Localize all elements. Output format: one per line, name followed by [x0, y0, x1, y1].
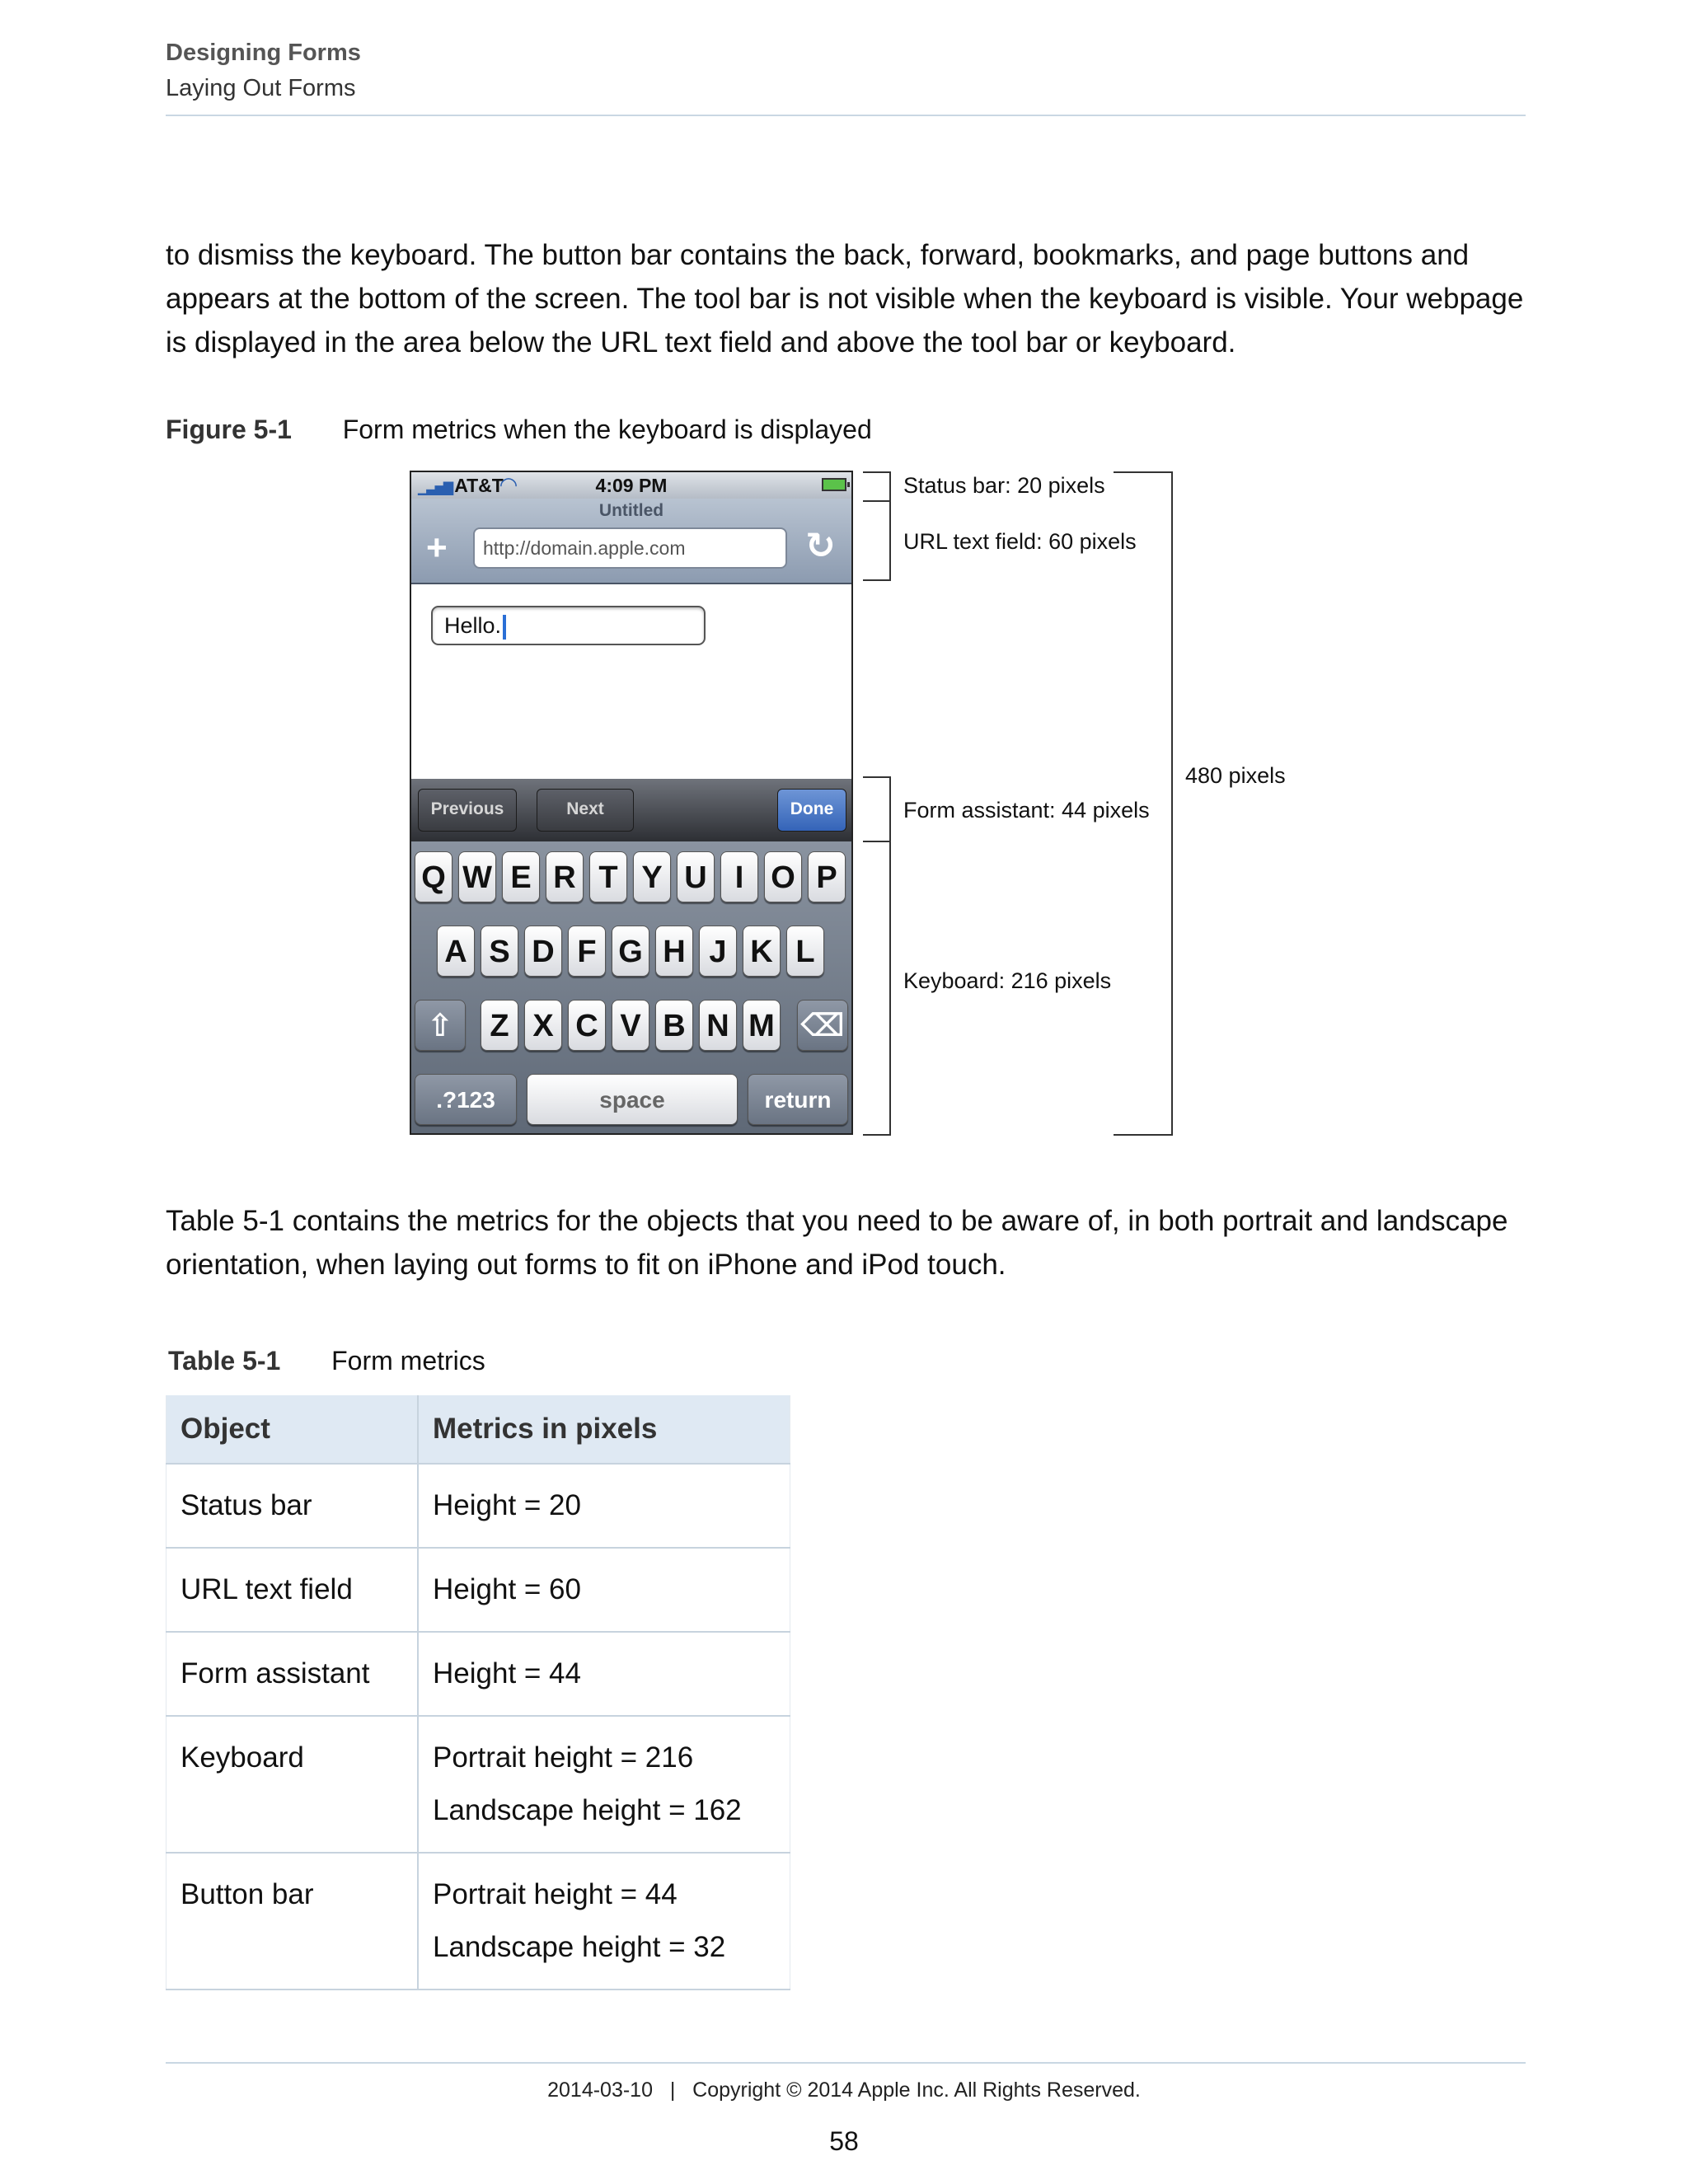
- bracket-status-url: [863, 471, 891, 581]
- metric-value: Height = 44: [433, 1657, 581, 1690]
- key-j[interactable]: J: [699, 926, 737, 977]
- bracket-form-assistant: [863, 776, 891, 842]
- numbers-key[interactable]: .?123: [415, 1074, 517, 1125]
- reload-icon[interactable]: ↻: [805, 526, 836, 566]
- metrics-cell: [418, 1716, 790, 1853]
- return-key[interactable]: return: [748, 1074, 848, 1125]
- object-cell: Form assistant: [166, 1632, 419, 1716]
- table-row: [166, 1548, 790, 1632]
- shift-icon[interactable]: ⇧: [415, 1000, 466, 1051]
- column-header-object: Object: [166, 1395, 419, 1464]
- key-g[interactable]: G: [612, 926, 649, 977]
- bracket-keyboard: [863, 841, 891, 1136]
- key-r[interactable]: R: [546, 851, 584, 902]
- key-s[interactable]: S: [481, 926, 518, 977]
- key-w[interactable]: W: [458, 851, 496, 902]
- webpage-area: [411, 584, 851, 779]
- metric-value: Height = 20: [433, 1489, 581, 1521]
- figure-caption-text: Form metrics when the keyboard is displayed: [342, 415, 872, 444]
- table-header-row: [166, 1395, 790, 1464]
- footer-divider: [166, 2062, 1526, 2064]
- key-u[interactable]: U: [677, 851, 715, 902]
- iphone-screen-figure: [410, 471, 853, 1135]
- form-text-value: Hello.: [444, 613, 502, 638]
- key-l[interactable]: L: [786, 926, 824, 977]
- table-row: [166, 1464, 790, 1548]
- key-x[interactable]: X: [524, 1000, 562, 1051]
- metric-value: Height = 60: [433, 1573, 581, 1605]
- metrics-cell: [418, 1853, 790, 1990]
- metric-value: Landscape height = 32: [433, 1931, 726, 1963]
- metrics-cell: [418, 1632, 790, 1716]
- key-t[interactable]: T: [589, 851, 627, 902]
- key-f[interactable]: F: [568, 926, 606, 977]
- key-o[interactable]: O: [764, 851, 802, 902]
- annotation-form-assistant: Form assistant: 44 pixels: [903, 798, 1150, 823]
- table-label: Table 5-1: [168, 1346, 281, 1376]
- space-key[interactable]: space: [527, 1074, 738, 1125]
- keyboard: [411, 841, 851, 1135]
- key-z[interactable]: Z: [481, 1000, 518, 1051]
- key-a[interactable]: A: [437, 926, 475, 977]
- object-cell: Status bar: [166, 1464, 419, 1548]
- figure-label: Figure 5-1: [166, 415, 292, 444]
- key-k[interactable]: K: [743, 926, 781, 977]
- running-header-section: Laying Out Forms: [166, 75, 356, 101]
- done-button[interactable]: Done: [777, 789, 846, 832]
- key-n[interactable]: N: [699, 1000, 737, 1051]
- annotation-status-bar: Status bar: 20 pixels: [903, 473, 1105, 498]
- form-assistant: [411, 779, 851, 841]
- table-row: [166, 1716, 790, 1853]
- plus-icon[interactable]: +: [426, 527, 448, 568]
- object-cell: URL text field: [166, 1548, 419, 1632]
- bracket-divider-status: [863, 500, 891, 502]
- key-v[interactable]: V: [612, 1000, 649, 1051]
- key-d[interactable]: D: [524, 926, 562, 977]
- wifi-icon: ◠: [500, 472, 517, 497]
- carrier-name: AT&T: [454, 475, 504, 496]
- key-c[interactable]: C: [568, 1000, 606, 1051]
- key-i[interactable]: I: [720, 851, 758, 902]
- text-caret: [503, 615, 506, 640]
- key-p[interactable]: P: [808, 851, 846, 902]
- battery-icon: [822, 478, 846, 491]
- annotation-total: 480 pixels: [1185, 763, 1286, 788]
- key-m[interactable]: M: [743, 1000, 781, 1051]
- metrics-cell: [418, 1548, 790, 1632]
- metrics-cell: [418, 1464, 790, 1548]
- url-text-field[interactable]: http://domain.apple.com: [473, 527, 787, 569]
- metric-value: Portrait height = 216: [433, 1741, 694, 1774]
- page-title: Untitled: [598, 501, 664, 520]
- status-time: 4:09 PM: [595, 475, 668, 496]
- key-e[interactable]: E: [502, 851, 540, 902]
- url-bar: [411, 499, 851, 584]
- figure-caption: [166, 415, 872, 445]
- table-row: [166, 1853, 790, 1990]
- key-q[interactable]: Q: [415, 851, 452, 902]
- metric-value: Landscape height = 162: [433, 1794, 742, 1826]
- key-b[interactable]: B: [655, 1000, 693, 1051]
- footer-copyright: 2014-03-10 | Copyright © 2014 Apple Inc. All Rights Reserved.: [547, 2079, 1141, 2102]
- object-cell: Button bar: [166, 1853, 419, 1990]
- annotation-url-field: URL text field: 60 pixels: [903, 529, 1137, 554]
- key-y[interactable]: Y: [633, 851, 671, 902]
- annotation-keyboard: Keyboard: 216 pixels: [903, 968, 1112, 993]
- running-header-chapter: Designing Forms: [166, 40, 361, 66]
- previous-button[interactable]: Previous: [418, 789, 517, 832]
- table-intro-paragraph: Table 5-1 contains the metrics for the objects that you need to be aware of, in both portrait and landscape orientation, when laying out forms to fit on iPhone and iPod touch.: [166, 1205, 1508, 1281]
- next-button[interactable]: Next: [537, 789, 634, 832]
- intro-paragraph: to dismiss the keyboard. The button bar contains the back, forward, bookmarks, and page buttons and appears at the bottom of the screen. The tool bar is not visible when the keyboard is visible. Your webpage is displayed in the area below the URL text field and above the tool bar or keyboard.: [166, 239, 1524, 359]
- form-text-field[interactable]: [431, 606, 706, 645]
- header-divider: [166, 115, 1526, 116]
- object-cell: Keyboard: [166, 1716, 419, 1853]
- status-bar: [411, 472, 851, 499]
- signal-bars-icon: ▁▃▅▇: [418, 481, 452, 495]
- column-header-metrics: Metrics in pixels: [418, 1395, 790, 1464]
- key-h[interactable]: H: [655, 926, 693, 977]
- backspace-icon[interactable]: ⌫: [797, 1000, 848, 1051]
- metric-value: Portrait height = 44: [433, 1878, 678, 1910]
- table-caption-text: Form metrics: [331, 1346, 485, 1376]
- form-metrics-table: [166, 1395, 790, 1990]
- table-row: [166, 1632, 790, 1716]
- page-number: 58: [829, 2126, 859, 2156]
- table-caption: [168, 1346, 485, 1376]
